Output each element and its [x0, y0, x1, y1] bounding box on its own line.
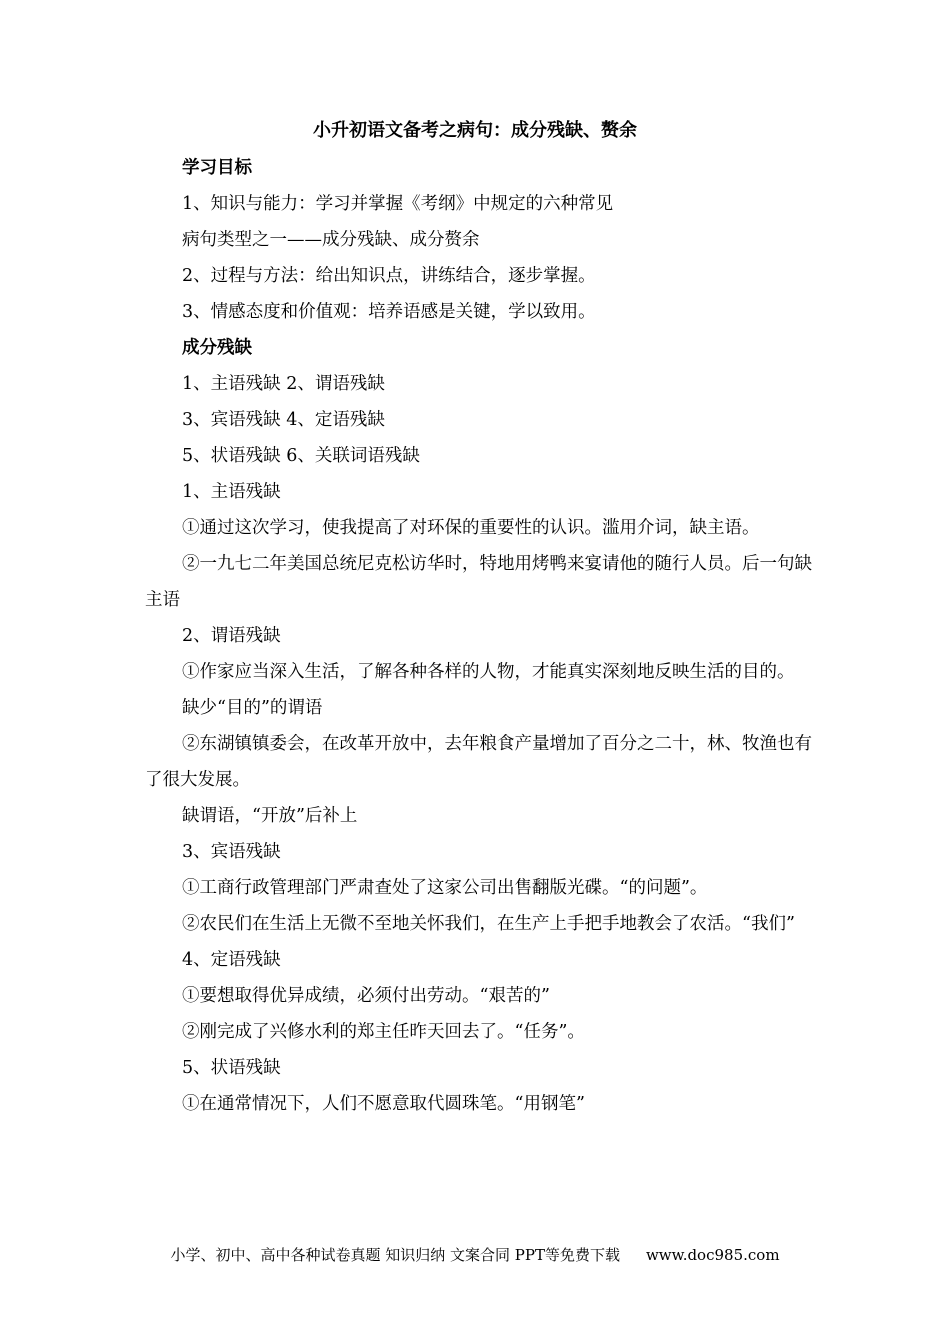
paragraph: ②一九七二年美国总统尼克松访华时，特地用烤鸭来宴请他的随行人员。后一句缺主语	[145, 554, 812, 610]
paragraph: 5、状语残缺	[182, 1058, 281, 1078]
paragraph: 3、情感态度和价值观：培养语感是关键，学以致用。	[182, 302, 596, 322]
section-heading-missing-components: 成分残缺	[182, 338, 252, 358]
section-heading-objectives: 学习目标	[182, 158, 252, 178]
paragraph: 1、主语残缺	[182, 482, 281, 502]
paragraph: 1、主语残缺 2、谓语残缺	[182, 374, 385, 394]
paragraph: 3、宾语残缺	[182, 842, 281, 862]
paragraph: 2、过程与方法：给出知识点，讲练结合，逐步掌握。	[182, 266, 596, 286]
paragraph: 3、宾语残缺 4、定语残缺	[182, 410, 385, 430]
footer-url: www.doc985.com	[645, 1246, 780, 1264]
footer-text: 小学、初中、高中各种试卷真题 知识归纳 文案合同 PPT等免费下载	[170, 1246, 620, 1264]
document-title: 小升初语文备考之病句：成分残缺、赘余	[313, 120, 637, 141]
paragraph: ①作家应当深入生活，了解各种各样的人物，才能真实深刻地反映生活的目的。	[182, 662, 795, 682]
paragraph: 缺谓语，“开放”后补上	[182, 806, 358, 826]
paragraph: 2、谓语残缺	[182, 626, 281, 646]
document-body	[145, 150, 820, 1122]
paragraph: 病句类型之一——成分残缺、成分赘余	[182, 230, 480, 250]
paragraph: 1、知识与能力：学习并掌握《考纲》中规定的六种常见	[182, 194, 614, 214]
paragraph: ②刚完成了兴修水利的郑主任昨天回去了。“任务”。	[182, 1022, 585, 1042]
paragraph: ①工商行政管理部门严肃查处了这家公司出售翻版光碟。“的问题”。	[182, 878, 708, 898]
paragraph: ②农民们在生活上无微不至地关怀我们，在生产上手把手地教会了农活。“我们”	[182, 914, 795, 934]
paragraph: ①要想取得优异成绩，必须付出劳动。“艰苦的”	[182, 986, 550, 1006]
paragraph: 缺少“目的”的谓语	[182, 698, 323, 718]
paragraph: ②东湖镇镇委会，在改革开放中，去年粮食产量增加了百分之二十，林、牧渔也有了很大发展。	[145, 734, 812, 790]
paragraph: 4、定语残缺	[182, 950, 281, 970]
paragraph: ①在通常情况下，人们不愿意取代圆珠笔。“用钢笔”	[182, 1094, 585, 1114]
paragraph: 5、状语残缺 6、关联词语残缺	[182, 446, 420, 466]
page-footer	[0, 1244, 950, 1266]
paragraph: ①通过这次学习，使我提高了对环保的重要性的认识。滥用介词，缺主语。	[182, 518, 760, 538]
